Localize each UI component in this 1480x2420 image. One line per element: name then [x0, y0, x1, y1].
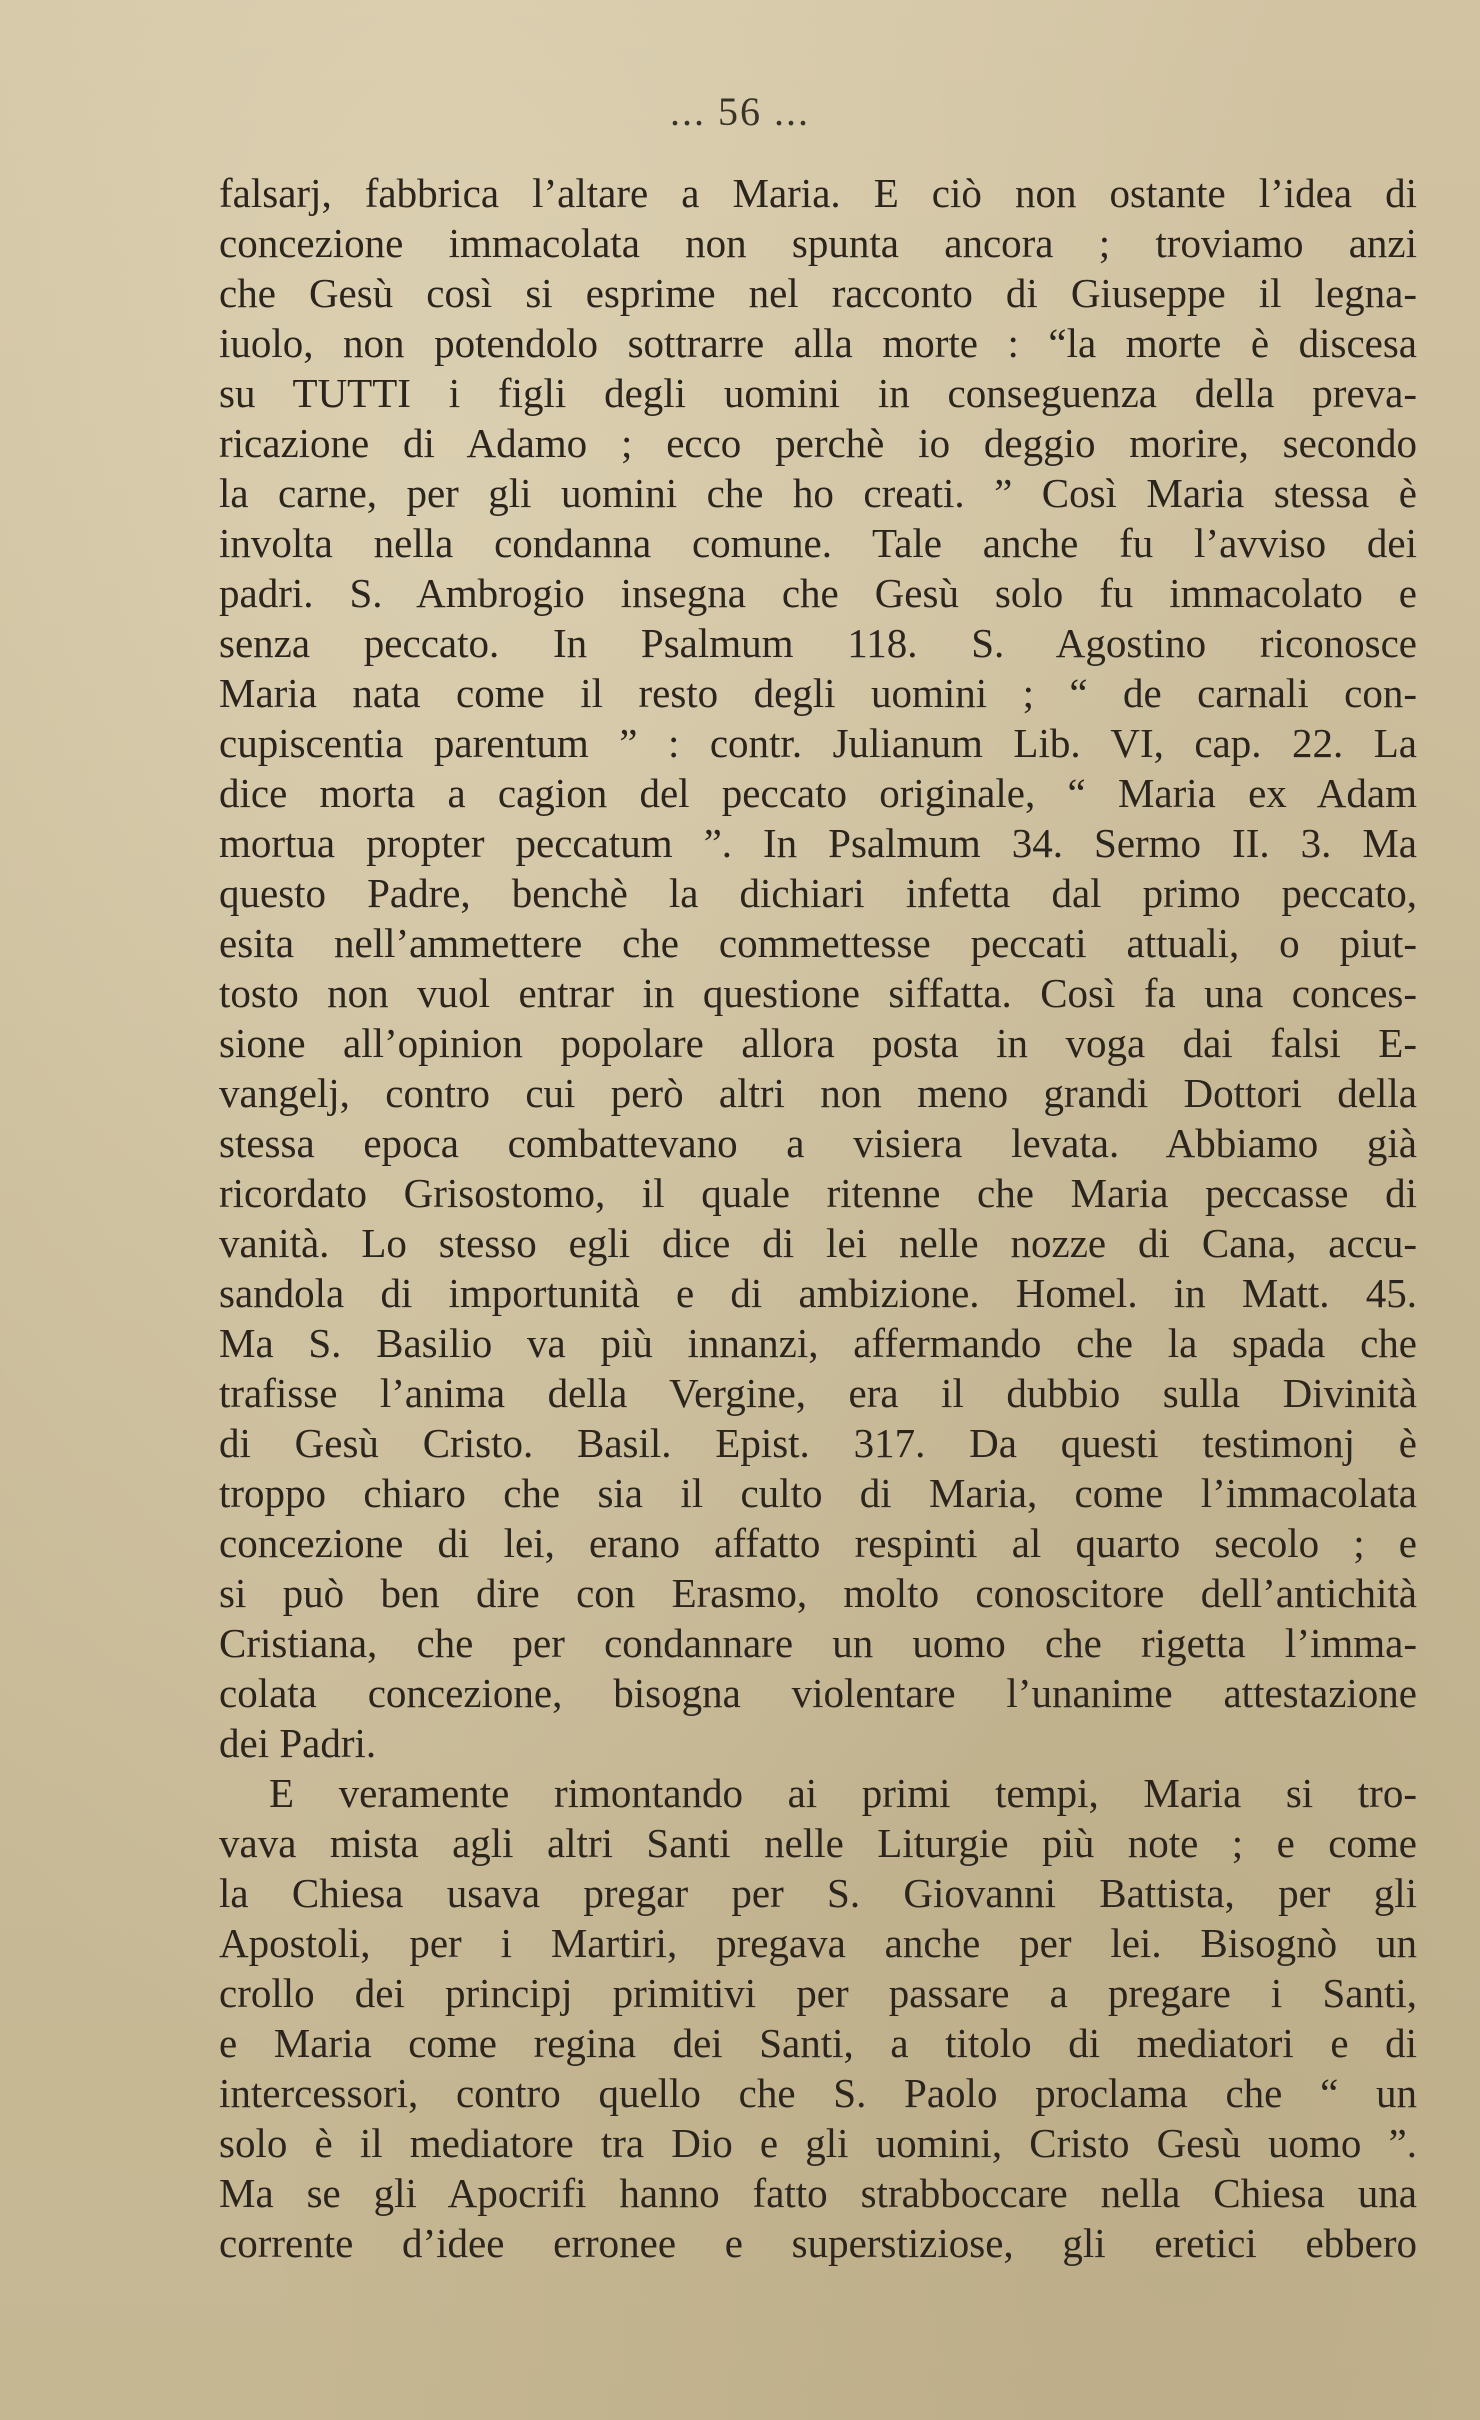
text-line: vangelj, contro cui però altri non meno grandi Dottori della [219, 1070, 1417, 1116]
text-line: corrente d’idee erronee e superstiziose, gli eretici ebbero [219, 2220, 1417, 2266]
text-line: padri. S. Ambrogio insegna che Gesù solo fu immacolato e [219, 570, 1417, 616]
text-line: E veramente rimontando ai primi tempi, Maria si tro- [269, 1770, 1417, 1816]
text-line: cupiscentia parentum ” : contr. Julianum Lib. VI, cap. 22. La [219, 720, 1417, 766]
text-line: si può ben dire con Erasmo, molto conoscitore dell’antichità [219, 1570, 1417, 1616]
text-line: dei Padri. [219, 1720, 377, 1766]
text-line: sione all’opinion popolare allora posta in voga dai falsi E- [219, 1020, 1417, 1066]
text-line: ricordato Grisostomo, il quale ritenne che Maria peccasse di [219, 1170, 1417, 1216]
body-text [219, 168, 1417, 2268]
text-line: Ma S. Basilio va più innanzi, affermando che la spada che [219, 1320, 1417, 1366]
text-line: di Gesù Cristo. Basil. Epist. 317. Da questi testimonj è [219, 1420, 1417, 1466]
text-line: mortua propter peccatum ”. In Psalmum 34. Sermo II. 3. Ma [219, 820, 1417, 866]
text-line: e Maria come regina dei Santi, a titolo di mediatori e di [219, 2020, 1417, 2066]
text-line: che Gesù così si esprime nel racconto di Giuseppe il legna- [219, 270, 1417, 316]
text-line: stessa epoca combattevano a visiera levata. Abbiamo già [219, 1120, 1417, 1166]
text-line: ricazione di Adamo ; ecco perchè io deggio morire, secondo [219, 420, 1417, 466]
text-line: intercessori, contro quello che S. Paolo proclama che “ un [219, 2070, 1417, 2116]
text-line: Apostoli, per i Martiri, pregava anche per lei. Bisognò un [219, 1920, 1417, 1966]
text-line: troppo chiaro che sia il culto di Maria, come l’immacolata [219, 1470, 1417, 1516]
text-line: esita nell’ammettere che commettesse peccati attuali, o piut- [219, 920, 1417, 966]
text-line: dice morta a cagion del peccato originale, “ Maria ex Adam [219, 770, 1417, 816]
text-line: tosto non vuol entrar in questione siffatta. Così fa una conces- [219, 970, 1417, 1016]
text-line: concezione di lei, erano affatto respinti al quarto secolo ; e [219, 1520, 1417, 1566]
text-line: colata concezione, bisogna violentare l’unanime attestazione [219, 1670, 1417, 1716]
text-line: questo Padre, benchè la dichiari infetta dal primo peccato, [219, 870, 1417, 916]
text-line: su TUTTI i figli degli uomini in conseguenza della preva- [219, 370, 1417, 416]
text-line: vava mista agli altri Santi nelle Liturgie più note ; e come [219, 1820, 1417, 1866]
text-line: solo è il mediatore tra Dio e gli uomini, Cristo Gesù uomo ”. [219, 2120, 1417, 2166]
text-line: iuolo, non potendolo sottrarre alla morte : “la morte è discesa [219, 320, 1417, 366]
text-line: sandola di importunità e di ambizione. Homel. in Matt. 45. [219, 1270, 1417, 1316]
text-line: Cristiana, che per condannare un uomo che rigetta l’imma- [219, 1620, 1417, 1666]
text-line: Maria nata come il resto degli uomini ; “ de carnali con- [219, 670, 1417, 716]
text-line: senza peccato. In Psalmum 118. S. Agostino riconosce [219, 620, 1417, 666]
text-line: vanità. Lo stesso egli dice di lei nelle nozze di Cana, accu- [219, 1220, 1417, 1266]
text-line: crollo dei principj primitivi per passare a pregare i Santi, [219, 1970, 1417, 2016]
text-line: trafisse l’anima della Vergine, era il dubbio sulla Divinità [219, 1370, 1417, 1416]
text-line: la Chiesa usava pregar per S. Giovanni Battista, per gli [219, 1870, 1417, 1916]
text-line: Ma se gli Apocrifi hanno fatto strabboccare nella Chiesa una [219, 2170, 1417, 2216]
page-number: ... 56 ... [670, 89, 810, 134]
text-line: concezione immacolata non spunta ancora ; troviamo anzi [219, 220, 1417, 266]
text-line: falsarj, fabbrica l’altare a Maria. E ciò non ostante l’idea di [219, 170, 1417, 216]
text-line: involta nella condanna comune. Tale anche fu l’avviso dei [219, 520, 1417, 566]
text-line: la carne, per gli uomini che ho creati. ” Così Maria stessa è [219, 470, 1417, 516]
